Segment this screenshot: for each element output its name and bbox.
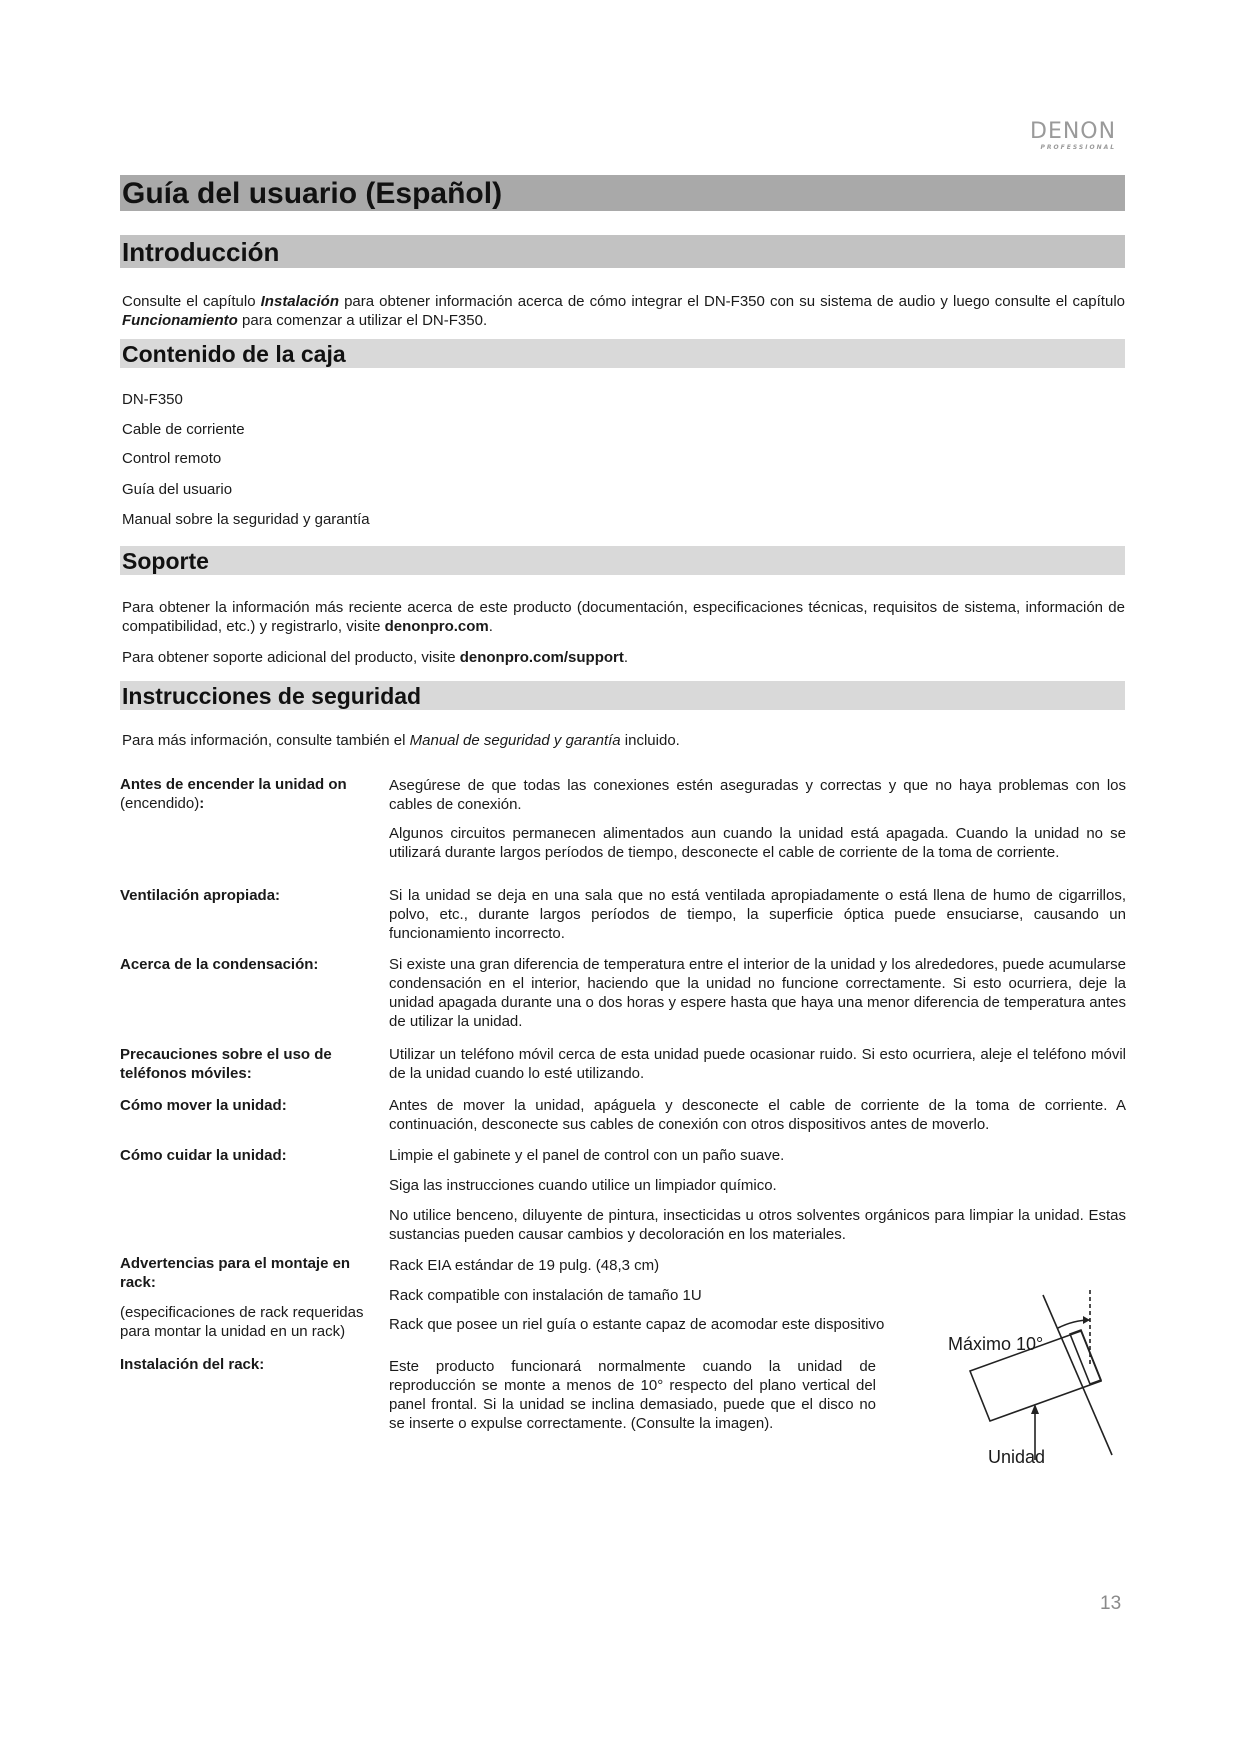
support-link[interactable]: denonpro.com	[384, 618, 489, 635]
logo-subtitle: PROFESSIONAL	[1040, 144, 1117, 151]
safety-label: Cómo cuidar la unidad:	[120, 1147, 287, 1164]
safety-description: Antes de mover la unidad, apáguela y desconecte el cable de corriente de la toma de corriente. A continuación, desconecte sus cables de conexión con otros dispositivos antes de moverlo.	[389, 1097, 1126, 1133]
safety-label: Advertencias para el montaje en rack:	[120, 1255, 351, 1291]
safety-intro: Para más información, consulte también el Manual de seguridad y garantía incluido.	[122, 732, 680, 749]
safety-description: Asegúrese de que todas las conexiones estén aseguradas y correctas y que no haya problemas con los cables de conexión.	[389, 777, 1126, 813]
safety-description: No utilice benceno, diluyente de pintura, insecticidas u otros solventes orgánicos para limpiar la unidad. Estas sustancias pueden causar cambios y decoloración en los materiales.	[389, 1207, 1126, 1243]
list-item: Manual sobre la seguridad y garantía	[122, 511, 370, 528]
angle-arrowhead	[1083, 1316, 1090, 1324]
box-contents-heading: Contenido de la caja	[120, 339, 1125, 368]
unit-front-panel	[1070, 1330, 1101, 1384]
safety-manual-ref: Manual de seguridad y garantía	[409, 732, 621, 749]
installation-chapter-ref: Instalación	[260, 293, 339, 310]
safety-heading: Instrucciones de seguridad	[120, 681, 1125, 710]
page-title: Guía del usuario (Español)	[120, 175, 1125, 211]
safety-description: Si existe una gran diferencia de temperatura entre el interior de la unidad y los alrededores, puede acumularse condensación en el interior, haciendo que la unidad no funcione correctamente. Si esto ocurriera, deje la unidad apagada durante una o dos horas y espere hasta que haya una menor diferencia de temperatura antes de utilizar la unidad.	[389, 956, 1126, 1030]
safety-label-note: (especificaciones de rack requeridas para montar la unidad en un rack)	[120, 1304, 364, 1340]
page-number: 13	[1100, 1593, 1122, 1614]
safety-description: Este producto funcionará normalmente cuando la unidad de reproducción se monte a menos de 10° respecto del plano vertical del panel frontal. Si la unidad se inclina demasiado, puede que el disco no se inserte o expulse correctamente. (Consulte la imagen).	[389, 1358, 876, 1432]
safety-description: Si la unidad se deja en una sala que no está ventilada apropiadamente o está llena de humo de cigarrillos, polvo, etc., durante largos períodos de tiempo, la superficie óptica puede ensuciarse, causando un funcionamiento incorrecto.	[389, 887, 1126, 942]
safety-label: Antes de encender la unidad on (encendido):	[120, 776, 347, 812]
list-item: DN-F350	[122, 391, 183, 408]
rack-angle-diagram	[940, 1290, 1140, 1500]
support-paragraph: Para obtener la información más reciente acerca de este producto (documentación, especificaciones técnicas, requisitos de sistema, información de compatibilidad, etc.) y registrarlo, visite denonpro.com.	[122, 599, 1125, 635]
support-heading: Soporte	[120, 546, 1125, 575]
support-extra-paragraph: Para obtener soporte adicional del producto, visite denonpro.com/support.	[122, 649, 629, 666]
safety-description: Limpie el gabinete y el panel de control con un paño suave.	[389, 1147, 785, 1164]
safety-description: Rack compatible con instalación de tamaño 1U	[389, 1287, 702, 1304]
safety-label: Instalación del rack:	[120, 1356, 265, 1373]
max-angle-label: Máximo 10°	[948, 1334, 1044, 1354]
intro-paragraph: Consulte el capítulo Instalación para obtener información acerca de cómo integrar el DN-F350 con su sistema de audio y luego consulte el capítulo Funcionamiento para comenzar a utilizar el DN-F350.	[122, 293, 1125, 329]
operation-chapter-ref: Funcionamiento	[122, 312, 238, 329]
list-item: Cable de corriente	[122, 421, 245, 438]
unit-label: Unidad	[988, 1447, 1046, 1467]
safety-label: Cómo mover la unidad:	[120, 1097, 287, 1114]
list-item: Guía del usuario	[122, 481, 233, 498]
support-url-link[interactable]: denonpro.com/support	[459, 649, 624, 666]
safety-description: Utilizar un teléfono móvil cerca de esta unidad puede ocasionar ruido. Si esto ocurriera, aleje el teléfono móvil de la unidad cuando lo esté utilizando.	[389, 1046, 1126, 1082]
safety-description: Rack que posee un riel guía o estante capaz de acomodar este dispositivo	[389, 1316, 885, 1333]
tilted-plane-line	[1043, 1295, 1112, 1455]
safety-label: Ventilación apropiada:	[120, 887, 281, 904]
safety-label: Precauciones sobre el uso de teléfonos móviles:	[120, 1046, 332, 1082]
list-item: Control remoto	[122, 450, 222, 467]
denon-logo	[1030, 120, 1116, 151]
safety-description: Rack EIA estándar de 19 pulg. (48,3 cm)	[389, 1257, 660, 1274]
safety-description: Algunos circuitos permanecen alimentados aun cuando la unidad está apagada. Cuando la unidad no se utilizará durante largos períodos de tiempo, desconecte el cable de corriente de la toma de corriente.	[389, 825, 1126, 861]
safety-label: Acerca de la condensación:	[120, 956, 319, 973]
safety-description: Siga las instrucciones cuando utilice un limpiador químico.	[389, 1177, 777, 1194]
intro-heading: Introducción	[120, 235, 1125, 268]
logo-brand: DENON	[1030, 119, 1117, 144]
